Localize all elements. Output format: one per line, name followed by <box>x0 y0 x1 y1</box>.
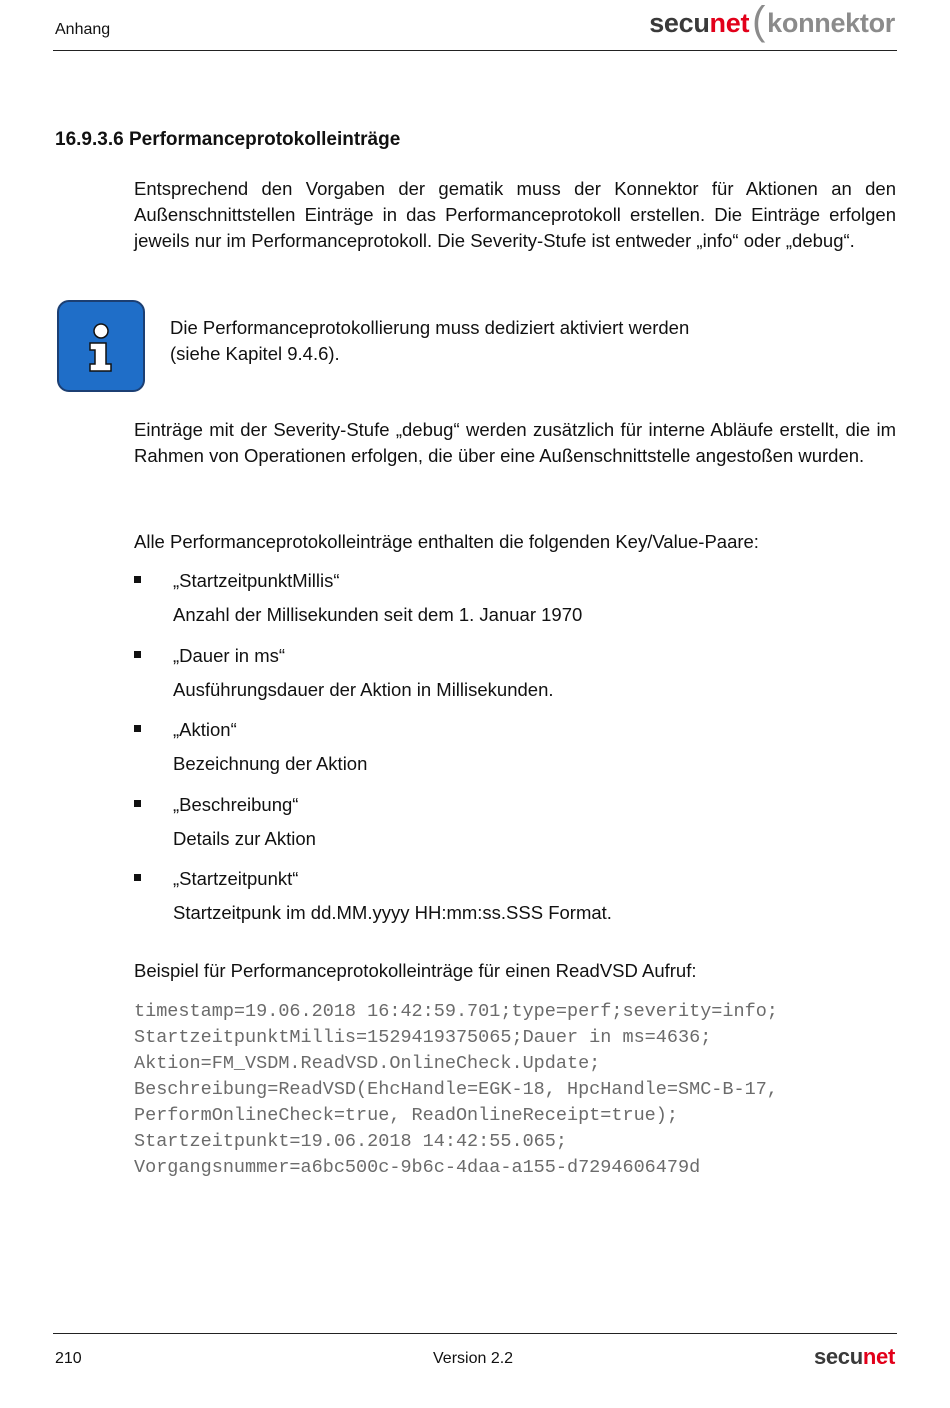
keys-intro-paragraph: Alle Performanceprotokolleinträge enthalten die folgenden Key/Value-Paare: <box>134 531 759 552</box>
code-line: Beschreibung=ReadVSD(EhcHandle=EGK-18, HpcHandle=SMC-B-17, <box>134 1079 778 1100</box>
secunet-logo <box>814 1344 895 1370</box>
logo-secu: secu <box>649 7 710 38</box>
list-item <box>134 792 894 867</box>
secunet-konnektor-logo <box>649 0 895 43</box>
bullet-icon <box>134 874 141 881</box>
logo-net: net <box>709 7 750 38</box>
header-section-label: Anhang <box>55 21 111 38</box>
logo-paren: ( <box>752 0 766 43</box>
code-line: StartzeitpunktMillis=1529419375065;Dauer in ms=4636; <box>134 1027 712 1048</box>
list-item <box>134 568 894 643</box>
example-intro-paragraph: Beispiel für Performanceprotokolleinträge für einen ReadVSD Aufruf: <box>134 960 697 981</box>
list-item <box>134 643 894 718</box>
logo-konnektor: konnektor <box>767 7 895 38</box>
key-description: Ausführungsdauer der Aktion in Millisekunden. <box>173 678 554 700</box>
bullet-icon <box>134 651 141 658</box>
info-note <box>170 315 790 367</box>
key-description: Details zur Aktion <box>173 827 316 849</box>
bullet-icon <box>134 800 141 807</box>
key-name: „Beschreibung“ <box>173 793 299 815</box>
code-line: Startzeitpunkt=19.06.2018 14:42:55.065; <box>134 1131 567 1152</box>
key-name: „Aktion“ <box>173 719 237 740</box>
intro-paragraph: Entsprechend den Vorgaben der gematik muss der Konnektor für Aktionen an den Außenschnittstellen Einträge in das Performanceprotokoll erstellen. Die Einträge erfolgen jeweils nur im Performanceprotokoll. Die Severity-Stufe ist entweder „info“ oder „debug“. <box>134 178 896 251</box>
key-value-list <box>134 568 894 941</box>
key-name: „Dauer in ms“ <box>173 644 286 666</box>
page-number: 210 <box>55 1350 82 1367</box>
key-description: Startzeitpunk im dd.MM.yyyy HH:mm:ss.SSS Format. <box>173 902 612 923</box>
document-version: Version 2.2 <box>433 1350 514 1367</box>
key-name: „Startzeitpunkt“ <box>173 868 299 889</box>
debug-paragraph: Einträge mit der Severity-Stufe „debug“ werden zusätzlich für interne Abläufe erstellt, die im Rahmen von Operationen erfolgen, die über eine Außenschnittstelle angestoßen wurden. <box>134 419 896 466</box>
code-line: Aktion=FM_VSDM.ReadVSD.OnlineCheck.Update; <box>134 1053 601 1074</box>
footer-logo-secu: secu <box>813 1344 863 1369</box>
header-divider <box>53 50 897 51</box>
code-line: timestamp=19.06.2018 16:42:59.701;type=perf;severity=info; <box>134 1001 778 1022</box>
footer-logo-net: net <box>862 1344 895 1369</box>
bullet-icon <box>134 576 141 583</box>
list-item <box>134 866 894 941</box>
info-glyph-icon <box>59 302 143 390</box>
info-icon <box>57 300 145 392</box>
info-note-line: (siehe Kapitel 9.4.6). <box>170 343 340 364</box>
key-name: „StartzeitpunktMillis“ <box>173 570 340 591</box>
key-description: Anzahl der Millisekunden seit dem 1. Januar 1970 <box>173 604 583 625</box>
footer-divider <box>53 1333 897 1334</box>
code-line: Vorgangsnummer=a6bc500c-9b6c-4daa-a155-d7294606479d <box>134 1157 701 1178</box>
log-example-code <box>134 999 778 1181</box>
section-heading: 16.9.3.6 Performanceprotokolleinträge <box>55 129 401 150</box>
key-description: Bezeichnung der Aktion <box>173 753 368 774</box>
bullet-icon <box>134 725 141 732</box>
list-item <box>134 717 894 792</box>
code-line: PerformOnlineCheck=true, ReadOnlineReceipt=true); <box>134 1105 678 1126</box>
info-note-line: Die Performanceprotokollierung muss dediziert aktiviert werden <box>170 317 690 338</box>
